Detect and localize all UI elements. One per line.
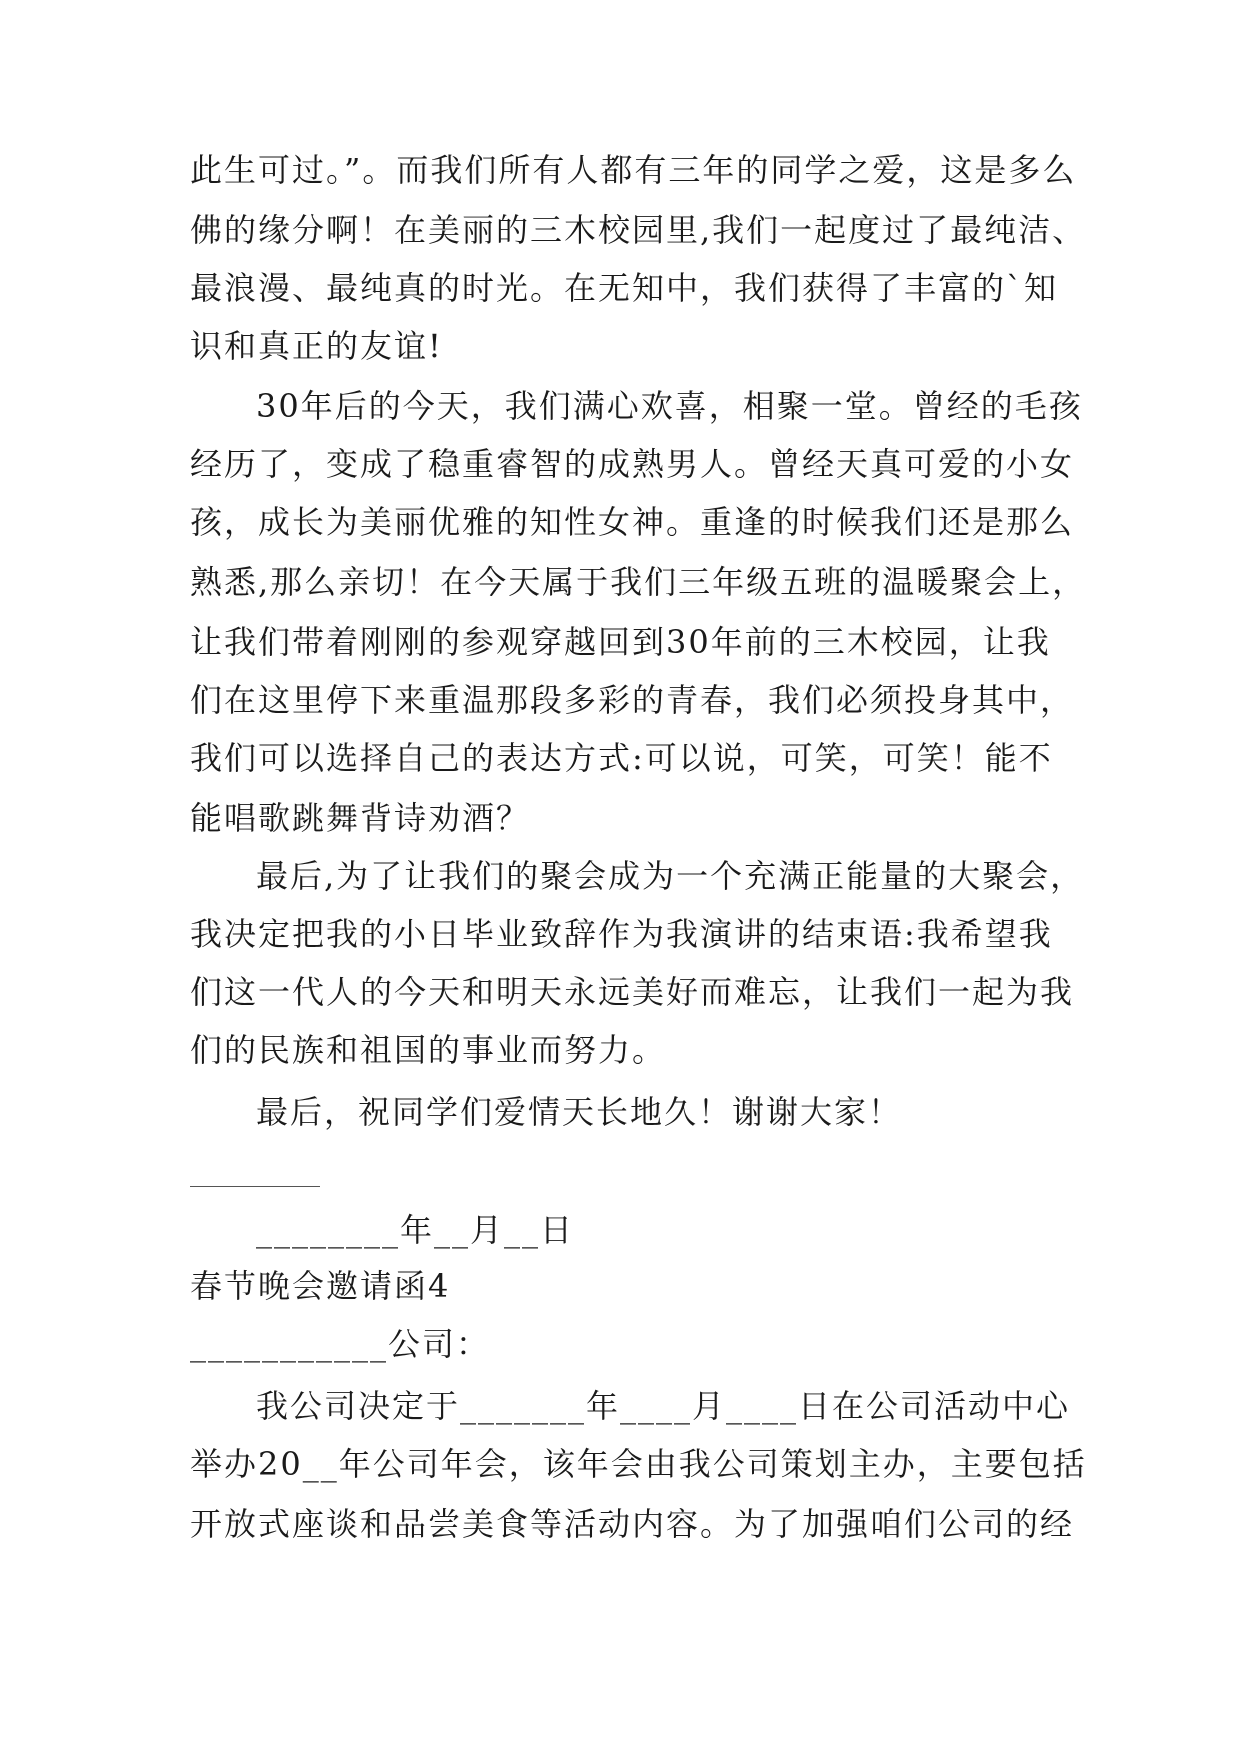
body-text-line: 识和真正的友谊! — [190, 327, 443, 365]
body-text-line: 经历了，变成了稳重睿智的成熟男人。曾经天真可爱的小女 — [190, 445, 1075, 483]
body-text-line: 我决定把我的小日毕业致辞作为我演讲的结束语:我希望我 — [190, 915, 1053, 953]
body-text-line: 佛的缘分啊！在美丽的三木校园里,我们一起度过了最纯洁、 — [190, 211, 1087, 249]
signature-rule — [190, 1186, 320, 1187]
body-text-line: 们这一代人的今天和明天永远美好而难忘，让我们一起为我 — [190, 973, 1075, 1011]
body-text-line: 开放式座谈和品尝美食等活动内容。为了加强咱们公司的经 — [190, 1505, 1075, 1543]
body-text-line: 能唱歌跳舞背诗劝酒？ — [190, 799, 531, 837]
body-text-line: 让我们带着刚刚的参观穿越回到30年前的三木校园，让我 — [190, 623, 1051, 661]
body-text-line: 最后,为了让我们的聚会成为一个充满正能量的大聚会， — [256, 857, 1085, 895]
body-text-line: 孩，成长为美丽优雅的知性女神。重逢的时候我们还是那么 — [190, 503, 1075, 541]
body-text-line: 熟悉,那么亲切！在今天属于我们三年级五班的温暖聚会上， — [190, 563, 1087, 601]
section-heading: 春节晚会邀请函4 — [190, 1267, 451, 1305]
body-text-line: 我公司决定于_______年____月____日在公司活动中心 — [256, 1387, 1071, 1425]
body-text-line: 举办20__年公司年会，该年会由我公司策划主办，主要包括 — [190, 1445, 1087, 1483]
body-text-line: 们在这里停下来重温那段多彩的青春，我们必须投身其中， — [190, 681, 1075, 719]
body-text-line: 我们可以选择自己的表达方式:可以说，可笑，可笑！能不 — [190, 739, 1053, 777]
addressee-line: ___________公司： — [190, 1325, 491, 1363]
body-text-line: 最浪漫、最纯真的时光。在无知中，我们获得了丰富的`知 — [190, 269, 1059, 307]
date-line: ________年__月__日 — [256, 1211, 575, 1249]
body-text-line: 此生可过。”。而我们所有人都有三年的同学之爱，这是多么 — [190, 151, 1077, 189]
closing-line: 最后，祝同学们爱情天长地久！谢谢大家！ — [256, 1093, 903, 1131]
body-text-line: 30年后的今天，我们满心欢喜，相聚一堂。曾经的毛孩 — [256, 387, 1083, 425]
body-text-line: 们的民族和祖国的事业而努力。 — [190, 1031, 667, 1069]
